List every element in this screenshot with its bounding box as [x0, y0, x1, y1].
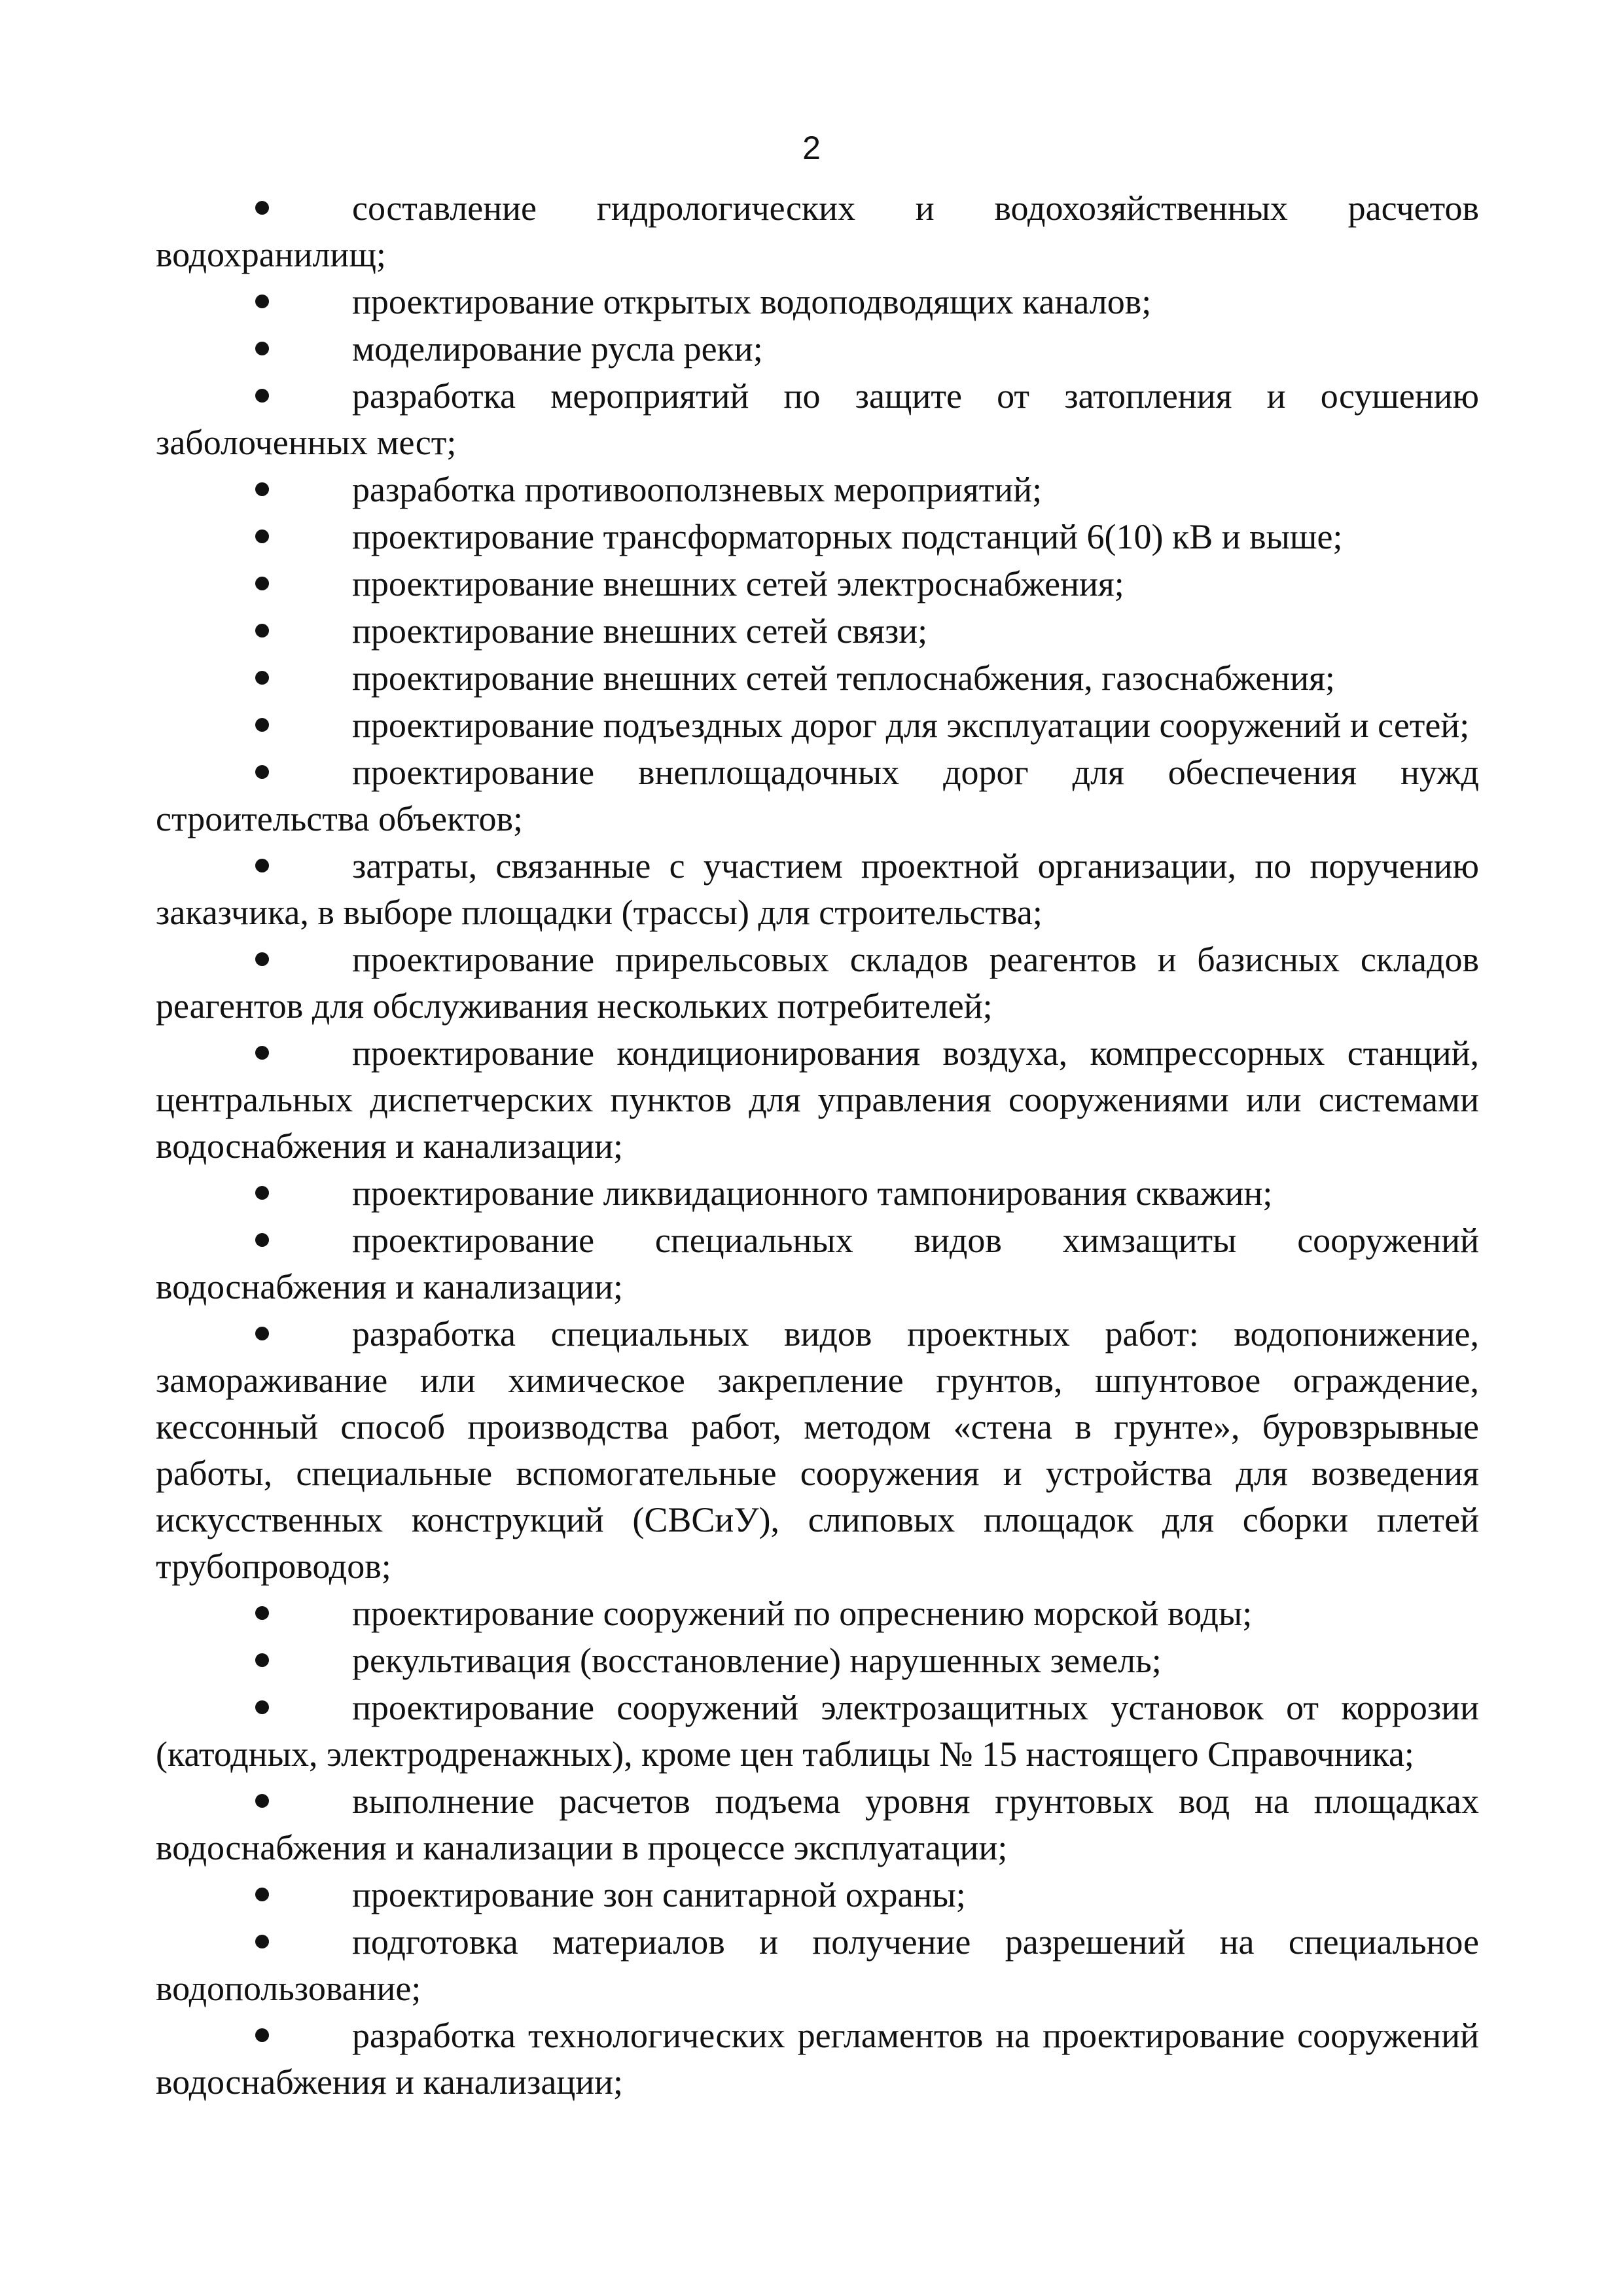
bullet-icon: [255, 1046, 269, 1060]
bullet-icon: [255, 1606, 269, 1620]
bullet-icon: [255, 765, 269, 779]
list-item-text: проектирование внеплощадочных дорог для обеспечения нужд строительства объектов;: [156, 753, 1479, 838]
list-item-text: разработка противооползневых мероприятий;: [352, 470, 1043, 509]
list-item-text: проектирование внешних сетей электроснабжения;: [352, 564, 1124, 603]
list-item-text: проектирование внешних сетей теплоснабжения, газоснабжения;: [352, 658, 1335, 698]
list-item-text: разработка технологических регламентов на проектирование сооружений водоснабжения и канализации;: [156, 2016, 1479, 2102]
list-item-text: проектирование специальных видов химзащиты сооружений водоснабжения и канализации;: [156, 1221, 1479, 1306]
list-item: [156, 467, 1479, 513]
list-item: [156, 1638, 1479, 1684]
list-item-text: рекультивация (восстановление) нарушенных земель;: [352, 1641, 1162, 1680]
list-item-text: подготовка материалов и получение разрешений на специальное водопользование;: [156, 1922, 1479, 2008]
bullet-list: [156, 185, 1479, 2106]
bullet-icon: [255, 342, 269, 355]
list-item-text: проектирование прирельсовых складов реагентов и базисных складов реагентов для обслуживания нескольких потребителей;: [156, 940, 1479, 1026]
list-item-text: выполнение расчетов подъема уровня грунтовых вод на площадках водоснабжения и канализации в процессе эксплуатации;: [156, 1782, 1479, 1867]
list-item-text: составление гидрологических и водохозяйственных расчетов водохранилищ;: [156, 188, 1479, 274]
list-item-text: проектирование внешних сетей связи;: [352, 611, 928, 651]
list-item-text: проектирование трансформаторных подстанций 6(10) кВ и выше;: [352, 517, 1343, 556]
bullet-icon: [255, 295, 269, 308]
list-item: [156, 2013, 1479, 2106]
list-item-text: моделирование русла реки;: [352, 329, 763, 368]
list-item: [156, 655, 1479, 702]
bullet-icon: [255, 1794, 269, 1808]
list-item-text: проектирование подъездных дорог для эксплуатации сооружений и сетей;: [352, 706, 1470, 745]
list-item-text: проектирование зон санитарной охраны;: [352, 1875, 966, 1914]
bullet-icon: [255, 1233, 269, 1247]
list-item: [156, 185, 1479, 278]
list-item-text: проектирование ликвидационного тампонирования скважин;: [352, 1174, 1273, 1213]
list-item: [156, 749, 1479, 842]
list-item: [156, 326, 1479, 372]
bullet-icon: [255, 859, 269, 872]
list-item-text: проектирование сооружений по опреснению морской воды;: [352, 1594, 1253, 1633]
bullet-icon: [255, 1327, 269, 1340]
list-item: [156, 937, 1479, 1030]
list-item: [156, 702, 1479, 749]
bullet-icon: [255, 389, 269, 403]
bullet-icon: [255, 718, 269, 732]
bullet-icon: [255, 624, 269, 637]
list-item: [156, 561, 1479, 607]
list-item: [156, 279, 1479, 325]
bullet-icon: [255, 1700, 269, 1714]
list-item: [156, 1590, 1479, 1637]
bullet-icon: [255, 2028, 269, 2042]
bullet-icon: [255, 1935, 269, 1948]
list-item: [156, 1685, 1479, 1778]
list-item-text: разработка мероприятий по защите от затопления и осушению заболоченных мест;: [156, 376, 1479, 462]
bullet-icon: [255, 482, 269, 496]
list-item: [156, 1872, 1479, 1918]
bullet-icon: [255, 671, 269, 685]
list-item: [156, 373, 1479, 466]
list-item: [156, 1217, 1479, 1310]
bullet-icon: [255, 529, 269, 543]
list-item: [156, 1919, 1479, 2012]
bullet-icon: [255, 577, 269, 590]
list-item: [156, 1030, 1479, 1170]
list-item: [156, 1778, 1479, 1871]
list-item: [156, 1170, 1479, 1217]
list-item-text: проектирование открытых водоподводящих каналов;: [352, 282, 1152, 321]
list-item-text: разработка специальных видов проектных работ: водопонижение, замораживание или химическое закрепление грунтов, шпунтовое ограждение, кессонный способ производства работ, методом «стена в грунте», буровзрывные работы, специальные вспомогательные сооружения и устройства для возведения искусственных конструкций (СВСиУ), слиповых площадок для сборки плетей трубопроводов;: [156, 1314, 1479, 1586]
list-item: [156, 608, 1479, 655]
bullet-icon: [255, 1653, 269, 1667]
list-item: [156, 1311, 1479, 1590]
bullet-icon: [255, 201, 269, 215]
list-item-text: проектирование кондиционирования воздуха, компрессорных станций, центральных диспетчерских пунктов для управления сооружениями или системами водоснабжения и канализации;: [156, 1033, 1479, 1166]
bullet-icon: [255, 1186, 269, 1200]
list-item-text: проектирование сооружений электрозащитных установок от коррозии (катодных, электродренажных), кроме цен таблицы № 15 настоящего Справочника;: [156, 1688, 1479, 1774]
bullet-icon: [255, 1888, 269, 1901]
list-item: [156, 843, 1479, 936]
bullet-icon: [255, 952, 269, 966]
list-item: [156, 514, 1479, 560]
page-number: 2: [802, 130, 821, 166]
list-item-text: затраты, связанные с участием проектной организации, по поручению заказчика, в выборе площадки (трассы) для строительства;: [156, 846, 1479, 932]
